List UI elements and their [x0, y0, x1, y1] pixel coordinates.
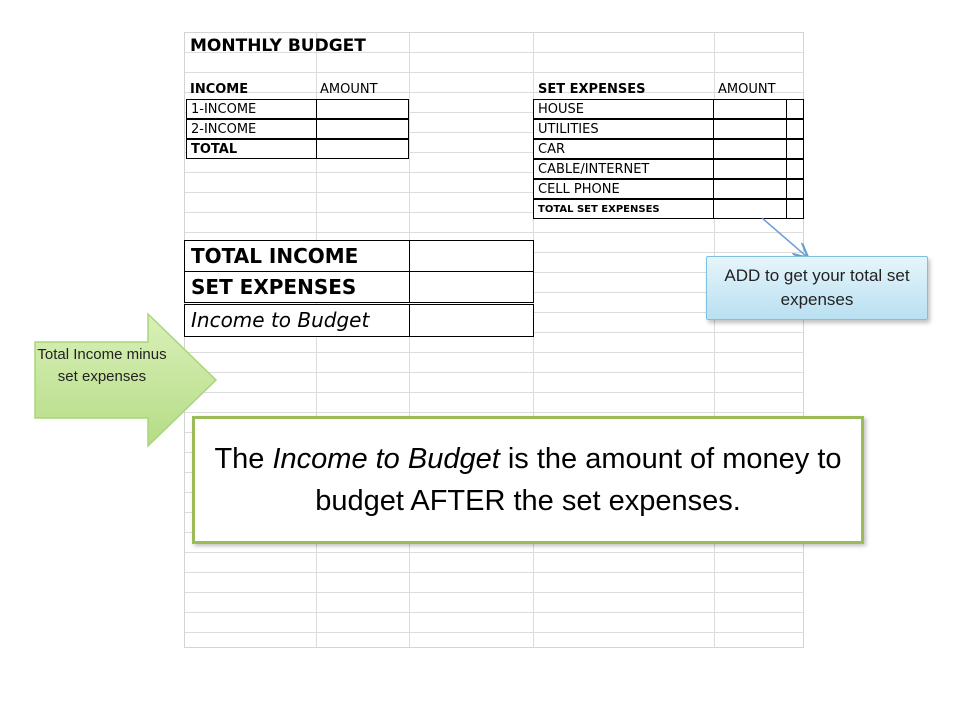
expense-row-cell-phone-amount[interactable]	[713, 179, 787, 199]
expense-row-total-extra	[786, 199, 804, 219]
expense-row-utilities: UTILITIES	[533, 119, 714, 139]
expense-row-car-extra	[786, 139, 804, 159]
expense-row-car: CAR	[533, 139, 714, 159]
add-total-expenses-note	[706, 256, 928, 320]
sheet-title: MONTHLY BUDGET	[190, 36, 366, 56]
income-header: INCOME	[190, 82, 249, 97]
expense-row-house-extra	[786, 99, 804, 119]
income-row-1-amount[interactable]	[316, 99, 409, 119]
summary-total-income-value[interactable]	[409, 240, 534, 272]
expense-row-car-amount[interactable]	[713, 139, 787, 159]
income-to-budget-explanation	[192, 416, 864, 544]
explanation-text	[195, 438, 861, 522]
expense-row-utilities-extra	[786, 119, 804, 139]
expense-row-house: HOUSE	[533, 99, 714, 119]
summary-set-expenses: SET EXPENSES	[184, 271, 410, 303]
summary-set-expenses-value[interactable]	[409, 271, 534, 303]
summary-total-income: TOTAL INCOME	[184, 240, 410, 272]
income-amount-header: AMOUNT	[320, 82, 378, 97]
expense-row-house-amount[interactable]	[713, 99, 787, 119]
expense-row-utilities-amount[interactable]	[713, 119, 787, 139]
minus-note-text: Total Income minus set expenses	[37, 346, 167, 385]
expenses-header: SET EXPENSES	[538, 82, 646, 97]
income-row-2: 2-INCOME	[186, 119, 317, 139]
income-total: TOTAL	[186, 139, 317, 159]
explanation-pre: The	[214, 443, 273, 475]
expense-row-total-amount[interactable]	[713, 199, 787, 219]
expenses-amount-header: AMOUNT	[718, 82, 776, 97]
summary-income-to-budget-value[interactable]	[409, 304, 534, 337]
expense-row-cable-extra	[786, 159, 804, 179]
summary-income-to-budget: Income to Budget	[184, 304, 410, 337]
explanation-post: is the amount of money to budget AFTER the set expenses.	[315, 443, 842, 517]
income-row-1: 1-INCOME	[186, 99, 317, 119]
expense-row-cell-phone: CELL PHONE	[533, 179, 714, 199]
explanation-emphasis: Income to Budget	[272, 443, 500, 475]
expense-row-total: TOTAL SET EXPENSES	[533, 199, 714, 219]
add-note-text: ADD to get your total set expenses	[724, 266, 910, 309]
expense-row-cable-amount[interactable]	[713, 159, 787, 179]
income-row-2-amount[interactable]	[316, 119, 409, 139]
expense-row-cable: CABLE/INTERNET	[533, 159, 714, 179]
income-total-amount[interactable]	[316, 139, 409, 159]
expense-row-cell-phone-extra	[786, 179, 804, 199]
